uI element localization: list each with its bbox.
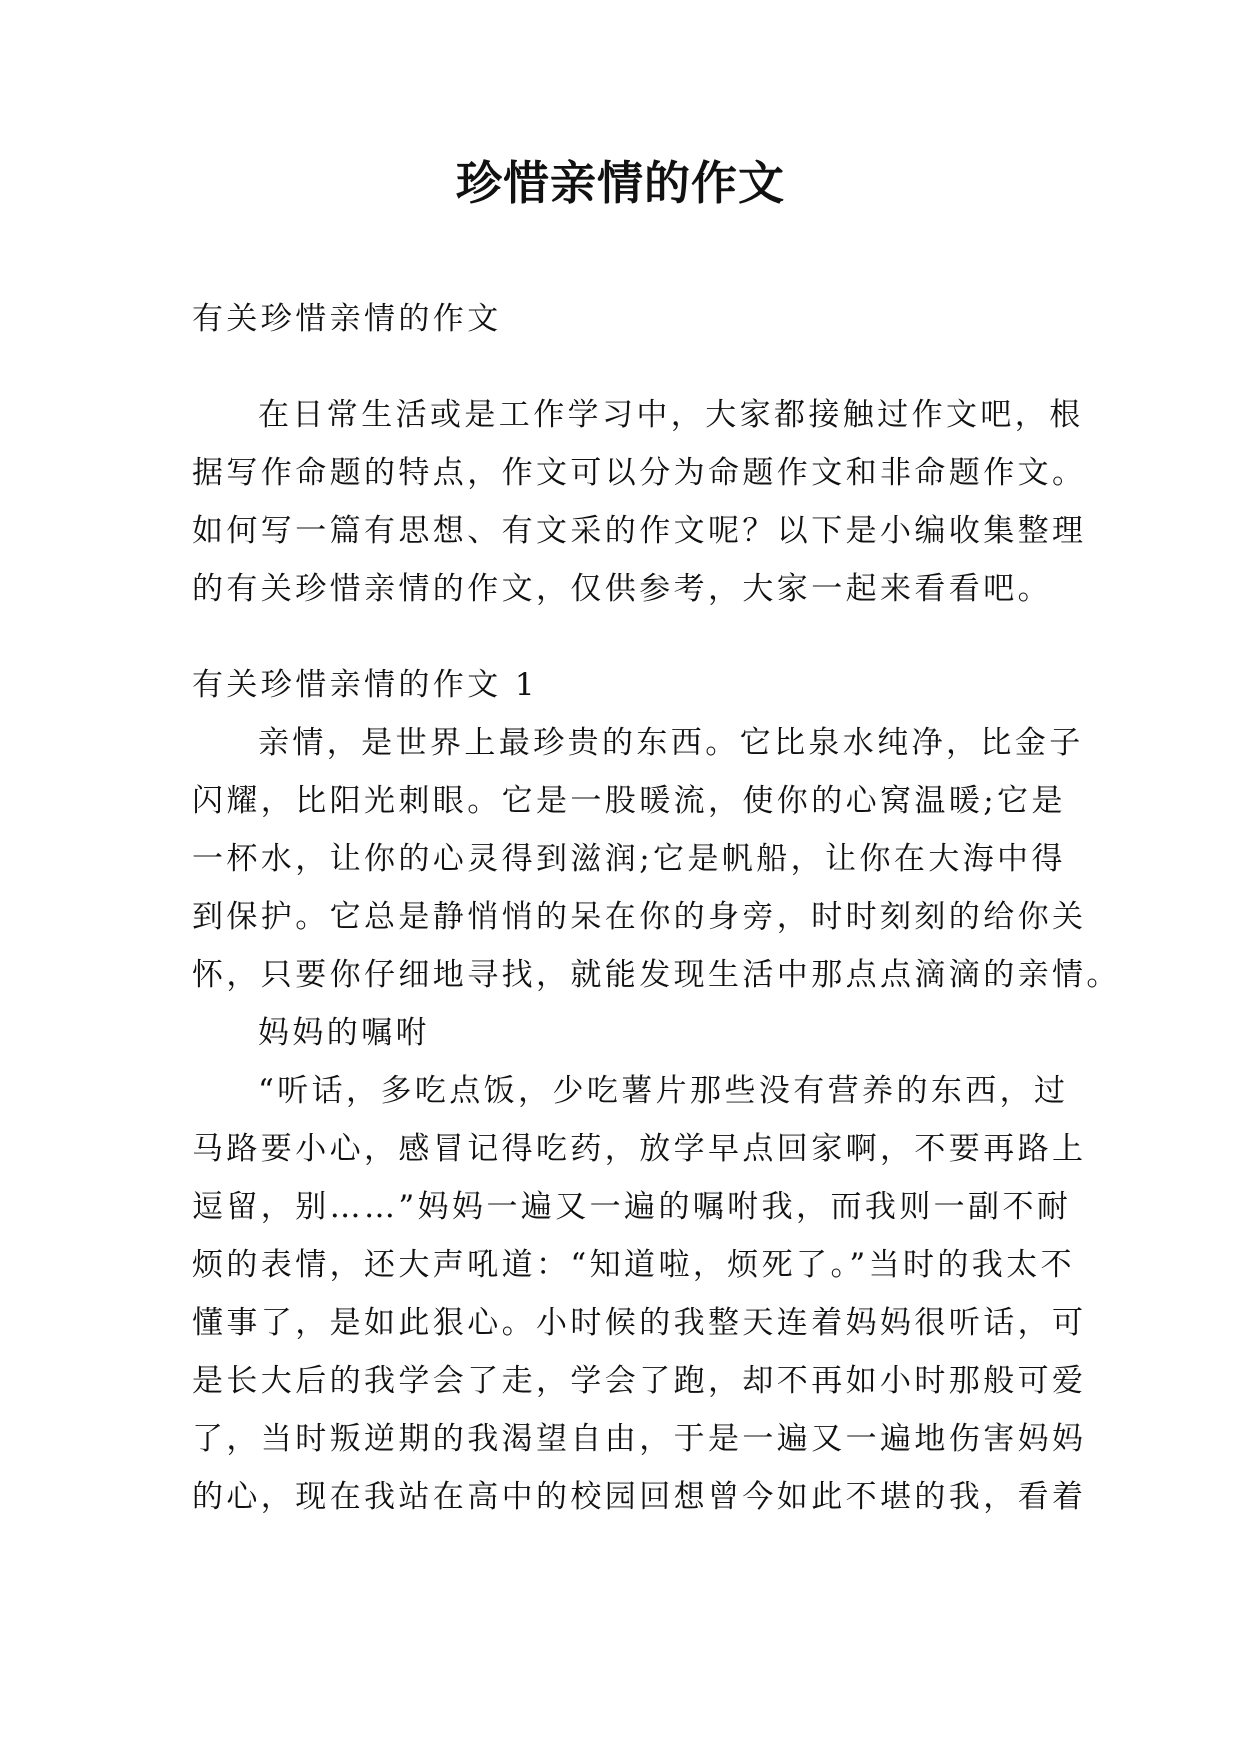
paragraph-line: 怀，只要你仔细地寻找，就能发现生活中那点点滴滴的亲情。 [192,957,1121,993]
paragraph-line: 烦的表情，还大声吼道：“知道啦，烦死了。”当时的我太不 [192,1247,1075,1283]
intro-line: 的有关珍惜亲情的作文，仅供参考，大家一起来看看吧。 [192,571,1052,607]
subtitle: 有关珍惜亲情的作文 [192,301,502,337]
paragraph-line: 到保护。它总是静悄悄的呆在你的身旁，时时刻刻的给你关 [192,899,1087,935]
paragraph-line: 的心，现在我站在高中的校园回想曾今如此不堪的我，看着 [192,1479,1087,1515]
paragraph-line: “听话，多吃点饭，少吃薯片那些没有营养的东西，过 [258,1073,1069,1109]
intro-line: 如何写一篇有思想、有文采的作文呢？以下是小编收集整理 [192,513,1087,549]
paragraph-1 [192,714,1121,1004]
paragraph-line: 亲情，是世界上最珍贵的东西。它比泉水纯净，比金子 [258,725,1084,761]
paragraph-2 [192,1062,1087,1526]
paragraph-line: 了，当时叛逆期的我渴望自由，于是一遍又一遍地伤害妈妈 [192,1421,1087,1457]
intro-line: 在日常生活或是工作学习中，大家都接触过作文吧，根 [258,397,1084,433]
document-title: 珍惜亲情的作文 [456,156,785,210]
paragraph-line: 一杯水，让你的心灵得到滋润;它是帆船，让你在大海中得 [192,841,1066,877]
subheading: 妈妈的嘱咐 [258,1015,430,1051]
spacer [192,348,1062,386]
section-heading: 有关珍惜亲情的作文 1 [192,667,538,703]
intro-paragraph [192,386,1087,618]
paragraph-line: 是长大后的我学会了走，学会了跑，却不再如小时那般可爱 [192,1363,1087,1399]
spacer [192,618,1062,656]
paragraph-line: 马路要小心，感冒记得吃药，放学早点回家啊，不要再路上 [192,1131,1087,1167]
intro-line: 据写作命题的特点，作文可以分为命题作文和非命题作文。 [192,455,1087,491]
paragraph-line: 逗留，别……”妈妈一遍又一遍的嘱咐我，而我则一副不耐 [192,1189,1072,1225]
paragraph-line: 懂事了，是如此狠心。小时候的我整天连着妈妈很听话，可 [192,1305,1087,1341]
paragraph-line: 闪耀，比阳光刺眼。它是一股暖流，使你的心窝温暖;它是 [192,783,1066,819]
document-body [192,290,1121,1526]
